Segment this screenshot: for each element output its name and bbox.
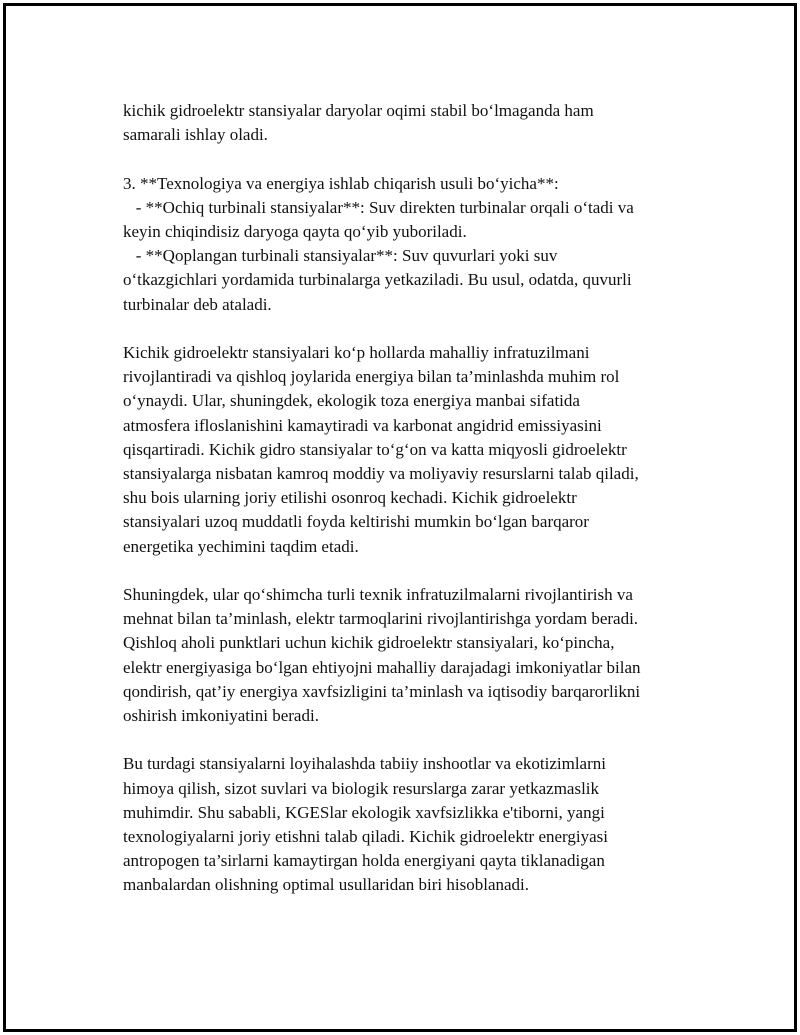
text-line: qondirish, qat’iy energiya xavfsizligini ta’minlash va iqtisodiy barqarorlikni — [123, 681, 641, 701]
text-line: atmosfera ifloslanishini kamaytiradi va karbonat angidrid emissiyasini — [123, 415, 602, 435]
text-line: Bu turdagi stansiyalarni loyihalashda tabiiy inshootlar va ekotizimlarni — [123, 754, 606, 774]
text-line: manbalardan olishning optimal usullaridan biri hisoblanadi. — [123, 875, 530, 895]
text-line: o‘ynaydi. Ular, shuningdek, ekologik toza energiya manbai sifatida — [123, 391, 580, 411]
text-line: Kichik gidroelektr stansiyalari ko‘p hollarda mahalliy infratuzilmani — [123, 343, 590, 362]
text-line: mehnat bilan ta’minlash, elektr tarmoqlarini rivojlantirishga yordam beradi. — [123, 609, 639, 629]
text-line: qisqartiradi. Kichik gidro stansiyalar to‘g‘on va katta miqyosli gidroelektr — [123, 439, 627, 459]
text-line: himoya qilish, sizot suvlari va biologik resurslarga zarar yetkazmaslik — [123, 778, 600, 798]
paragraph-gap — [123, 559, 683, 583]
text-line: - **Ochiq turbinali stansiyalar**: Suv direkten turbinalar orqali o‘tadi va — [123, 197, 634, 217]
paragraph-gap — [123, 317, 683, 341]
text-line: kichik gidroelektr stansiyalar daryolar oqimi stabil bo‘lmaganda ham — [123, 101, 594, 120]
text-line: Qishloq aholi punktlari uchun kichik gidroelektr stansiyalari, ko‘pincha, — [123, 633, 615, 653]
paragraph-gap — [123, 147, 683, 171]
paragraph-gap — [123, 728, 683, 752]
text-line: Shuningdek, ular qo‘shimcha turli texnik infratuzilmalarni rivojlantirish va — [123, 585, 633, 605]
paragraph-infrastructure — [123, 583, 683, 728]
text-line: oshirish imkoniyatini beradi. — [123, 706, 319, 726]
text-line: antropogen ta’sirlarni kamaytirgan holda energiyani qayta tiklanadigan — [123, 851, 605, 871]
text-line: keyin chiqindisiz daryoga qayta qo‘yib yuboriladi. — [123, 222, 467, 241]
list-item-3 — [123, 172, 683, 317]
paragraph-intro-continuation — [123, 99, 683, 147]
text-line: shu bois ularning joriy etilishi osonroq kechadi. Kichik gidroelektr — [123, 488, 577, 508]
text-line: texnologiyalarni joriy etishni talab qiladi. Kichik gidroelektr energiyasi — [123, 827, 609, 847]
text-line: elektr energiyasiga bo‘lgan ehtiyojni mahalliy darajadagi imkoniyatlar bilan — [123, 657, 641, 677]
text-line: o‘tkazgichlari yordamida turbinalarga yetkaziladi. Bu usul, odatda, quvurli — [123, 270, 632, 290]
text-line: energetika yechimini taqdim etadi. — [123, 536, 359, 556]
text-line: - **Qoplangan turbinali stansiyalar**: Suv quvurlari yoki suv — [123, 246, 558, 266]
text-line: rivojlantiradi va qishloq joylarida energiya bilan ta’minlashda muhim rol — [123, 367, 620, 387]
paragraph-benefits — [123, 341, 683, 559]
document-text — [123, 99, 683, 898]
text-line: stansiyalarga nisbatan kamroq moddiy va moliyaviy resurslarni talab qiladi, — [123, 464, 639, 484]
text-line: turbinalar deb ataladi. — [123, 294, 272, 314]
list-heading-line: 3. **Texnologiya va energiya ishlab chiqarish usuli bo‘yicha**: — [123, 173, 559, 193]
text-line: stansiyalari uzoq muddatli foyda keltirishi mumkin bo‘lgan barqaror — [123, 512, 589, 532]
paragraph-ecology — [123, 752, 683, 897]
text-line: samarali ishlay oladi. — [123, 125, 268, 145]
text-line: muhimdir. Shu sababli, KGESlar ekologik xavfsizlikka e'tiborni, yangi — [123, 802, 605, 822]
page-frame — [3, 3, 797, 1032]
